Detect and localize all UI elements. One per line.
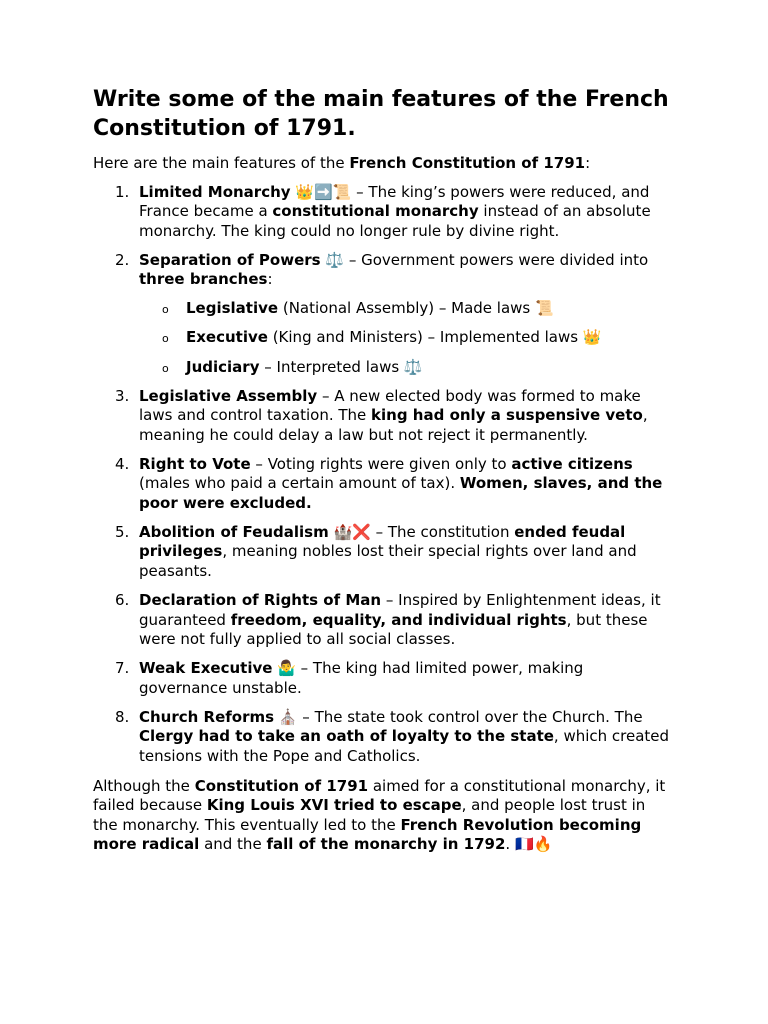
list-item-weak-executive: 7. Weak Executive 🤷‍♂️ – The king had limited power, making governance unstable. (115, 659, 584, 697)
item-heading: Weak Executive (139, 659, 273, 678)
sub-item-legislative: o Legislative (National Assembly) – Made laws 📜 (139, 299, 672, 319)
list-item-declaration-of-rights: 6. Declaration of Rights of Man – Inspired by Enlightenment ideas, it guaranteed freedom, equality, and individual rights, but these were not fully applied to all social classes. (115, 591, 661, 649)
circle-bullet-icon: o (162, 302, 169, 316)
list-number: 3. (115, 386, 130, 405)
shrug-icon: 🤷‍♂️ (272, 659, 296, 678)
list-number: 1. (115, 182, 130, 201)
item-heading: Separation of Powers (139, 250, 321, 269)
item-heading: Right to Vote (139, 454, 251, 473)
list-item-right-to-vote: 4. Right to Vote – Voting rights were given only to active citizens (males who paid a certain amount of tax). Women, slaves, and the poor were excluded. (115, 454, 663, 512)
item-heading: Limited Monarchy (139, 182, 291, 201)
branches-list (139, 299, 672, 377)
crown-to-scroll-icon: 👑➡️📜 (290, 182, 352, 201)
list-number: 7. (115, 659, 130, 678)
list-number: 6. (115, 591, 130, 610)
item-heading: Declaration of Rights of Man (139, 591, 382, 610)
sub-item-executive: o Executive (King and Ministers) – Implemented laws 👑 (139, 328, 672, 348)
list-number: 5. (115, 522, 130, 541)
list-item-church-reforms: 8. Church Reforms ⛪ – The state took control over the Church. The Clergy had to take an oath of loyalty to the state, which created tensions with the Pope and Catholics. (115, 707, 670, 765)
list-number: 8. (115, 707, 130, 726)
list-item-limited-monarchy: 1. Limited Monarchy 👑➡️📜 – The king’s powers were reduced, and France became a constitutional monarchy instead of an absolute monarchy. The king could no longer rule by divine right. (115, 182, 651, 240)
conclusion-paragraph: Although the Constitution of 1791 aimed for a constitutional monarchy, it failed because King Louis XVI tried to escape, and people lost trust in the monarchy. This eventually led to the French Revolution becoming more radical and the fall of the monarchy in 1792. 🇫🇷🔥 (93, 776, 666, 854)
intro-paragraph: Here are the main features of the French Constitution of 1791: (93, 154, 591, 172)
list-item-abolition-of-feudalism: 5. Abolition of Feudalism 🏰❌ – The constitution ended feudal privileges, meaning nobles lost their special rights over land and peasants. (115, 522, 637, 581)
list-item-legislative-assembly: 3. Legislative Assembly – A new elected body was formed to make laws and control taxation. The king had only a suspensive veto, meaning he could delay a law but not reject it permanently. (115, 386, 648, 444)
page-title: Write some of the main features of the French Constitution of 1791. (93, 87, 669, 141)
list-item-separation-of-powers: 2. Separation of Powers ⚖️ – Government powers were divided into three branches: o Legislative (National Assembly) – Made laws 📜 o Executive (King and Ministers) – Implemented laws 👑 o Judiciary – Interpreted laws ⚖️ (93, 251, 672, 377)
circle-bullet-icon: o (162, 332, 169, 346)
list-number: 2. (115, 250, 130, 269)
church-icon: ⛪ (274, 707, 298, 726)
scales-icon: ⚖️ (320, 250, 345, 269)
item-heading: Abolition of Feudalism (139, 522, 329, 541)
features-list (93, 183, 672, 767)
flag-fire-icon: 🇫🇷🔥 (514, 835, 553, 854)
sub-item-judiciary: o Judiciary – Interpreted laws ⚖️ (139, 358, 672, 378)
list-number: 4. (115, 454, 130, 473)
castle-cross-icon: 🏰❌ (328, 522, 371, 541)
circle-bullet-icon: o (162, 361, 169, 375)
item-heading: Church Reforms (139, 707, 275, 726)
item-heading: Legislative Assembly (139, 386, 318, 405)
